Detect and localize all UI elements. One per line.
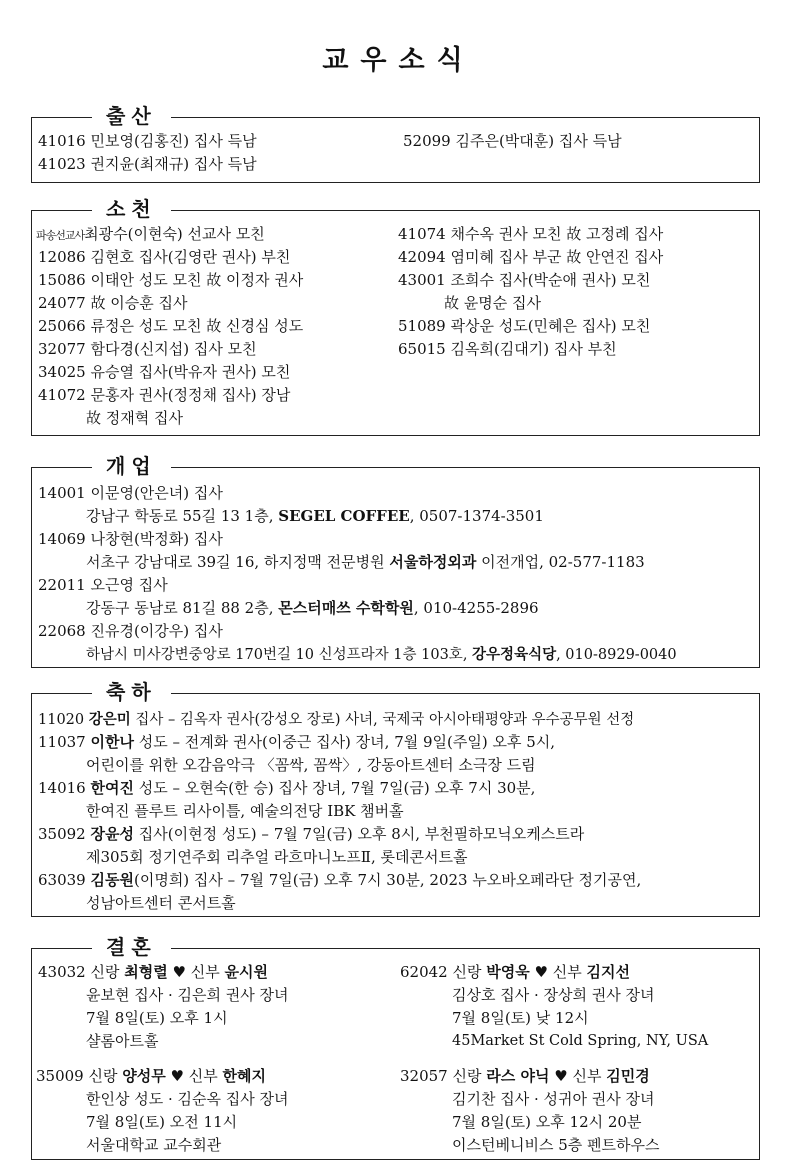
wedding-date: 7월 8일(토) 오후 12시 20분 <box>452 1113 642 1131</box>
member-number: 43032 <box>38 963 86 981</box>
groom-name: 최형렬 <box>124 963 168 981</box>
list-item-text: 집사(이현정 성도) – 7월 7일(금) 오후 8시, 부천필하모닉오케스트라 <box>133 825 585 843</box>
member-number: 11020 <box>38 712 85 728</box>
member-name: 한여진 <box>90 779 134 797</box>
list-item-detail <box>86 597 539 620</box>
section-title: 출산 <box>92 103 171 129</box>
wedding-item <box>38 961 268 984</box>
member-name: 강은미 <box>88 711 131 728</box>
list-item: 32077 함다경(신지섭) 집사 모친 <box>38 340 257 358</box>
phone: , 010-8929-0040 <box>556 647 677 663</box>
member-number: 11037 <box>38 733 86 751</box>
bride-label: 신부 <box>552 963 582 981</box>
list-item: 22011 오근영 집사 <box>38 576 168 594</box>
wedding-place: 이스턴베니비스 5층 펜트하우스 <box>452 1136 660 1154</box>
bride-label: 신부 <box>572 1067 602 1085</box>
business-name: 강우정육식당 <box>472 646 557 663</box>
list-item <box>36 223 265 247</box>
wedding-date: 7월 8일(토) 오후 1시 <box>86 1009 228 1027</box>
list-item-detail <box>86 643 677 667</box>
wedding-parents: 한인상 성도 · 김순옥 집사 장녀 <box>86 1090 289 1108</box>
list-item: 41074 채수옥 권사 모친 故 고정례 집사 <box>398 225 664 243</box>
heart-icon: ♥ <box>172 963 186 981</box>
wedding-place: 샬롬아트홀 <box>86 1032 159 1050</box>
list-item: 14001 이문영(안은녀) 집사 <box>38 484 223 502</box>
list-item-detail <box>86 505 544 528</box>
wedding-section <box>31 935 760 1160</box>
member-number: 63039 <box>38 871 86 889</box>
wedding-place: 45Market St Cold Spring, NY, USA <box>452 1033 709 1049</box>
wedding-parents: 윤보현 집사 · 김은희 권사 장녀 <box>86 986 289 1004</box>
list-item: 故 윤명순 집사 <box>444 294 541 312</box>
member-number: 14016 <box>38 779 86 797</box>
business-name: SEGEL COFFEE <box>278 507 410 525</box>
phone: 이전개업, 02-577-1183 <box>476 553 645 571</box>
section-title: 소천 <box>92 196 171 222</box>
groom-label: 신랑 <box>88 1067 118 1085</box>
list-item <box>38 777 535 800</box>
bride-name: 김민경 <box>606 1067 650 1085</box>
list-item: 故 정재혁 집사 <box>86 409 183 427</box>
wedding-item <box>400 961 630 984</box>
wedding-place: 서울대학교 교수회관 <box>86 1136 222 1154</box>
wedding-parents: 김상호 집사 · 장상희 권사 장녀 <box>452 986 655 1004</box>
bride-label: 신부 <box>190 963 220 981</box>
list-item: 41023 권지윤(최재규) 집사 득남 <box>38 155 257 173</box>
address: 서초구 강남대로 39길 16, 하지정맥 전문병원 <box>86 553 390 571</box>
phone: , 0507-1374-3501 <box>409 507 544 525</box>
list-item: 24077 故 이승훈 집사 <box>38 294 188 312</box>
groom-label: 신랑 <box>90 963 120 981</box>
address: 강남구 학동로 55길 13 1층, <box>86 507 279 525</box>
heart-icon: ♥ <box>170 1067 184 1085</box>
list-item-text: 최광수(이현숙) 선교사 모친 <box>84 225 265 243</box>
groom-name: 라스 야닉 <box>486 1067 550 1085</box>
list-item <box>38 708 634 732</box>
address: 하남시 미사강변중앙로 170번길 10 신성프라자 1층 103호, <box>86 647 473 663</box>
list-item-detail: 어린이를 위한 오감음악극 〈꼼싹, 꼼싹〉, 강동아트센터 소극장 드림 <box>86 756 536 774</box>
list-item-text: 성도 – 전계화 권사(이중근 집사) 장녀, 7월 9일(주일) 오후 5시, <box>133 733 556 751</box>
groom-name: 양성무 <box>122 1067 166 1085</box>
list-item-detail <box>86 551 645 574</box>
list-item: 52099 김주은(박대훈) 집사 득남 <box>403 132 622 150</box>
member-number: 62042 <box>400 963 448 981</box>
list-item: 34025 유승열 집사(박유자 권사) 모친 <box>38 363 291 381</box>
business-name: 몬스터매쓰 수학학원 <box>278 599 414 617</box>
bride-name: 한혜지 <box>222 1067 267 1085</box>
list-item: 25066 류정은 성도 모친 故 신경심 성도 <box>38 317 304 335</box>
list-item-detail: 한여진 플루트 리사이틀, 예술의전당 IBK 챔버홀 <box>86 802 404 820</box>
member-name: 장윤성 <box>90 825 134 843</box>
member-name: 김동원 <box>90 871 134 889</box>
address: 강동구 동남로 81길 88 2층, <box>86 599 279 617</box>
wedding-item <box>36 1065 266 1088</box>
section-title: 개업 <box>92 453 171 479</box>
list-item <box>38 823 584 846</box>
list-item-text: 성도 – 오현숙(한 승) 집사 장녀, 7월 7일(금) 오후 7시 30분, <box>133 779 536 797</box>
groom-name: 박영욱 <box>486 963 530 981</box>
list-item: 22068 진유경(이강우) 집사 <box>38 622 223 640</box>
birth-section <box>31 104 760 183</box>
business-name: 서울하정외과 <box>389 553 477 571</box>
bride-name: 김지선 <box>586 963 631 981</box>
heart-icon: ♥ <box>534 963 548 981</box>
death-section <box>31 197 760 436</box>
heart-icon: ♥ <box>554 1067 568 1085</box>
member-number: 35092 <box>38 825 86 843</box>
member-number: 32057 <box>400 1067 448 1085</box>
wedding-date: 7월 8일(토) 오전 11시 <box>86 1113 238 1131</box>
groom-label: 신랑 <box>452 963 482 981</box>
member-name: 이한나 <box>90 733 134 751</box>
list-item: 41072 문홍자 권사(정정채 집사) 장남 <box>38 386 291 404</box>
list-item: 14069 나창현(박정화) 집사 <box>38 530 223 548</box>
wedding-parents: 김기찬 집사 · 성귀아 권사 장녀 <box>452 1090 655 1108</box>
wedding-date: 7월 8일(토) 낮 12시 <box>452 1009 589 1027</box>
missionary-prefix: 파송선교사 <box>36 229 85 242</box>
list-item-detail: 성남아트센터 콘서트홀 <box>86 894 236 912</box>
section-title: 결혼 <box>92 934 171 960</box>
list-item-text: (이명희) 집사 – 7월 7일(금) 오후 7시 30분, 2023 누오바오페라단 정기공연, <box>133 871 642 889</box>
opening-section <box>31 454 760 668</box>
list-item: 41016 민보영(김홍진) 집사 득남 <box>38 132 257 150</box>
list-item: 15086 이태안 성도 모친 故 이정자 권사 <box>38 271 304 289</box>
groom-label: 신랑 <box>452 1067 482 1085</box>
wedding-item <box>400 1065 650 1088</box>
list-item <box>38 869 641 892</box>
member-number: 35009 <box>36 1067 84 1085</box>
bride-name: 윤시원 <box>224 963 269 981</box>
list-item: 42094 염미혜 집사 부군 故 안연진 집사 <box>398 248 664 266</box>
bride-label: 신부 <box>188 1067 218 1085</box>
list-item-detail: 제305회 정기연주회 리추얼 라흐마니노프Ⅱ, 롯데콘서트홀 <box>86 848 468 866</box>
section-title: 축하 <box>92 679 171 705</box>
list-item: 12086 김현호 집사(김영란 권사) 부친 <box>38 248 291 266</box>
list-item: 65015 김옥희(김대기) 집사 부친 <box>398 340 617 358</box>
phone: , 010-4255-2896 <box>413 599 539 617</box>
list-item <box>38 731 555 754</box>
list-item: 43001 조희수 집사(박순애 권사) 모친 <box>398 271 651 289</box>
list-item-text: 집사 – 김옥자 권사(강성오 장로) 사녀, 국제국 아시아태평양과 우수공무원 선정 <box>130 712 635 728</box>
list-item: 51089 곽상운 성도(민혜은 집사) 모친 <box>398 317 651 335</box>
congrats-section <box>31 680 760 917</box>
page-title: 교우소식 <box>322 45 475 76</box>
